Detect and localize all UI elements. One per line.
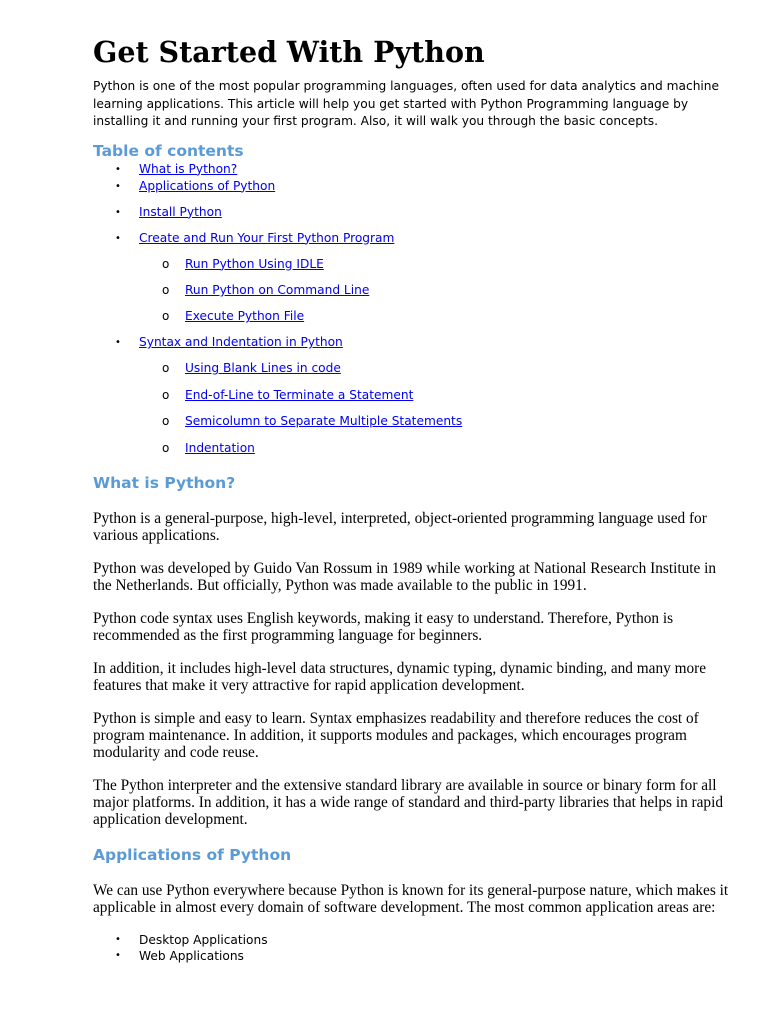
toc-item-applications (93, 178, 733, 195)
application-item-label: Web Applications (139, 949, 244, 963)
toc-link-end-of-line[interactable]: End-of-Line to Terminate a Statement (185, 387, 414, 402)
circle-bullet-icon: o (162, 361, 170, 375)
circle-bullet-icon: o (162, 256, 170, 271)
toc-link-syntax[interactable]: Syntax and Indentation in Python (139, 335, 343, 349)
toc-subitem-end-of-line (93, 387, 733, 404)
what-is-python-paragraph: Python was developed by Guido Van Rossum in 1989 while working at National Research Institute in the Netherlands. But officially, Python was made available to the public in 1991. (93, 559, 716, 594)
toc-item-create-run (93, 230, 733, 247)
toc-link-install[interactable]: Install Python (139, 204, 222, 219)
toc-link-execute-file[interactable]: Execute Python File (185, 309, 305, 323)
bullet-icon: • (115, 206, 121, 218)
toc-link-command-line[interactable]: Run Python on Command Line (185, 283, 370, 297)
bullet-icon: • (115, 163, 121, 175)
toc-item-what-is-python (93, 161, 733, 178)
toc-subitem-idle (93, 256, 733, 273)
toc-link-applications[interactable]: Applications of Python (139, 178, 276, 193)
bullet-icon: • (115, 950, 121, 961)
list-item (93, 948, 733, 965)
circle-bullet-icon: o (162, 283, 170, 297)
list-item (93, 932, 733, 949)
applications-list (93, 932, 733, 965)
toc-link-create-run[interactable]: Create and Run Your First Python Program (139, 230, 395, 245)
what-is-python-paragraph: Python code syntax uses English keywords, making it easy to understand. Therefore, Python is recommended as the first programming language for beginners. (93, 609, 674, 644)
applications-paragraph: We can use Python everywhere because Python is known for its general-purpose nature, which makes it applicable in almost every domain of software development. The most common application areas are: (93, 881, 729, 916)
toc-link-what-is-python[interactable]: What is Python? (139, 161, 238, 176)
what-is-python-heading: What is Python? (93, 473, 236, 492)
applications-heading: Applications of Python (93, 845, 292, 864)
toc-link-indentation[interactable]: Indentation (185, 440, 255, 455)
application-item-label: Desktop Applications (139, 932, 268, 947)
what-is-python-paragraph: Python is a general-purpose, high-level, interpreted, object-oriented programming language used for various applications. (93, 509, 707, 544)
toc-link-semicolumn[interactable]: Semicolumn to Separate Multiple Statements (185, 414, 463, 428)
circle-bullet-icon: o (162, 309, 170, 323)
toc-link-idle[interactable]: Run Python Using IDLE (185, 256, 324, 271)
bullet-icon: • (115, 933, 121, 945)
toc-subitem-blank-lines (93, 360, 733, 377)
what-is-python-paragraph: Python is simple and easy to learn. Syntax emphasizes readability and therefore reduces the cost of program maintenance. In addition, it supports modules and packages, which encourages program modularity and code reuse. (93, 709, 699, 761)
toc-heading: Table of contents (93, 141, 244, 160)
circle-bullet-icon: o (162, 387, 170, 402)
what-is-python-paragraph: In addition, it includes high-level data structures, dynamic typing, dynamic binding, and many more features that make it very attractive for rapid application development. (93, 659, 707, 694)
toc-item-install (93, 204, 733, 221)
page-title: Get Started With Python (93, 35, 485, 69)
bullet-icon: • (115, 232, 121, 244)
toc-subitem-command-line (93, 282, 733, 299)
what-is-python-paragraph: The Python interpreter and the extensive standard library are available in source or binary form for all major platforms. In addition, it has a wide range of standard and third-party libraries that helps in rapid application development. (93, 776, 723, 828)
circle-bullet-icon: o (162, 440, 170, 455)
toc-item-syntax (93, 334, 733, 351)
circle-bullet-icon: o (162, 414, 170, 428)
table-of-contents (93, 161, 733, 457)
toc-subitem-indentation (93, 440, 733, 457)
bullet-icon: • (115, 180, 121, 192)
toc-link-blank-lines[interactable]: Using Blank Lines in code (185, 361, 341, 375)
intro-paragraph: Python is one of the most popular programming languages, often used for data analytics and machine learning applications. This article will help you get started with Python Programming language by installing it and running your first program. Also, it will walk you through the basic concepts. (93, 79, 720, 128)
toc-subitem-execute-file (93, 308, 733, 325)
bullet-icon: • (115, 337, 121, 348)
document-page (93, 0, 733, 965)
toc-subitem-semicolumn (93, 413, 733, 430)
